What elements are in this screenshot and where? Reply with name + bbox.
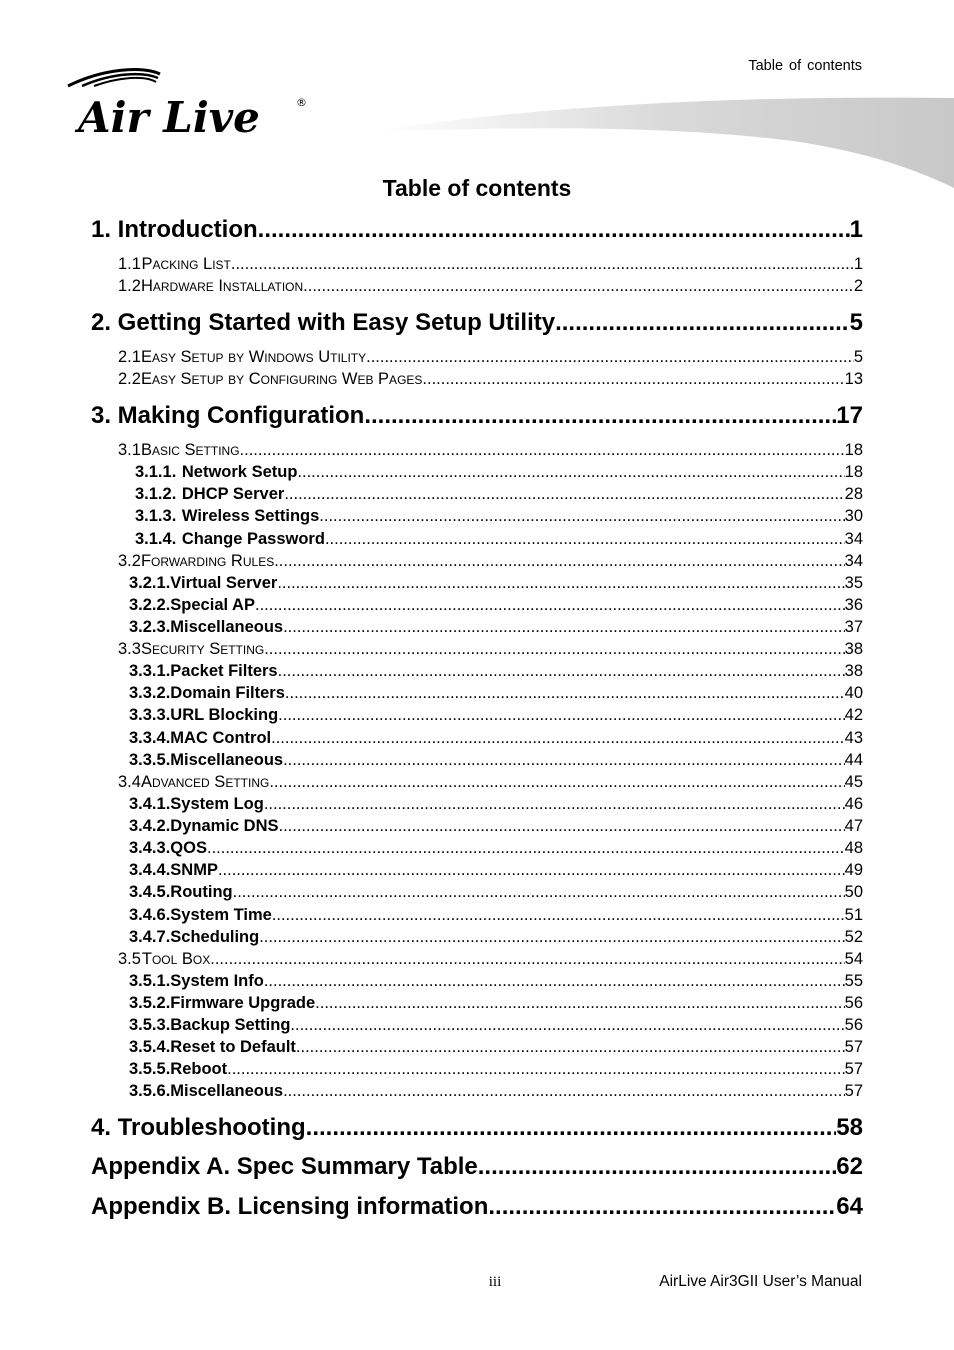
toc-entry-title: Appendix A. Spec Summary Table	[91, 1153, 478, 1180]
toc-page-number: 57	[844, 1060, 863, 1078]
svg-text:Air Live: Air Live	[78, 93, 260, 142]
toc-page-number: 58	[836, 1114, 863, 1141]
toc-entry[interactable]	[91, 463, 863, 485]
toc-section-number: 3.3	[118, 640, 141, 658]
toc-page-number: 34	[844, 530, 863, 548]
toc-entry[interactable]	[91, 441, 863, 463]
toc-section-number: 1.1	[118, 255, 141, 273]
toc-page-number: 51	[844, 906, 863, 924]
dot-leader	[277, 574, 844, 593]
dot-leader	[290, 1016, 844, 1035]
toc-page-number: 54	[844, 950, 863, 968]
toc-entry[interactable]	[91, 309, 863, 339]
toc-entry[interactable]	[91, 972, 863, 994]
svg-text:®: ®	[296, 96, 307, 109]
toc-section-number: 3.5	[118, 950, 141, 968]
toc-page-number: 56	[844, 994, 863, 1012]
toc-entry-title: Reboot	[170, 1060, 228, 1078]
toc-entry[interactable]	[91, 402, 863, 432]
toc-section-number: 3.5.6.	[129, 1082, 171, 1100]
toc-section-number: 3.2.3.	[129, 618, 171, 636]
dot-leader	[207, 839, 845, 858]
toc-section-number: 3.3.4.	[129, 729, 171, 747]
toc-entry[interactable]	[91, 1153, 863, 1183]
toc-section-number: 3.2.1.	[129, 574, 171, 592]
toc-section-number: 3.4.7.	[129, 928, 171, 946]
toc-page-number: 50	[844, 883, 863, 901]
toc-page-number: 62	[836, 1153, 863, 1180]
toc-section-number: 3.3.2.	[129, 684, 171, 702]
toc-section-number: 3.3.3.	[129, 706, 171, 724]
toc-page-number: 13	[844, 370, 863, 388]
dot-leader	[285, 684, 845, 703]
toc-page-number: 37	[844, 618, 863, 636]
toc-entry[interactable]	[91, 530, 863, 552]
toc-entry-title: Tool Box	[141, 950, 211, 968]
toc-page-number: 55	[844, 972, 863, 990]
toc-entry[interactable]	[91, 861, 863, 883]
toc-entry-title: Domain Filters	[170, 684, 285, 702]
toc-section-number: 3.5.2.	[129, 994, 171, 1012]
toc-page-number: 48	[844, 839, 863, 857]
toc-section-number: 3.4.1.	[129, 795, 171, 813]
toc-entry-title: Reset to Default	[170, 1038, 296, 1056]
dot-leader	[555, 309, 850, 337]
toc-entry[interactable]	[91, 950, 863, 972]
dot-leader	[325, 530, 845, 549]
dot-leader	[488, 1193, 836, 1221]
toc-entry[interactable]	[91, 1114, 863, 1144]
toc-page-number: 5	[853, 348, 863, 366]
dot-leader	[306, 1114, 837, 1142]
toc-entry-title: Packing List	[141, 255, 231, 273]
toc-section-number: 3.4.5.	[129, 883, 171, 901]
toc-entry[interactable]	[91, 684, 863, 706]
toc-entry-title: Virtual Server	[170, 574, 278, 592]
toc-entry-title: Packet Filters	[170, 662, 278, 680]
toc-page-number: 30	[844, 507, 863, 525]
dot-leader	[278, 706, 844, 725]
toc-entry-title: System Info	[170, 972, 264, 990]
toc-entry-title: Firmware Upgrade	[170, 994, 316, 1012]
toc-section-number: 3.2	[118, 552, 141, 570]
toc-section-number: 3.1.1.	[135, 463, 177, 481]
toc-page-number: 5	[849, 309, 863, 336]
toc-entry-title: 3. Making Configuration	[91, 402, 365, 429]
toc-entry-title: DHCP Server	[181, 485, 285, 503]
dot-leader	[279, 817, 845, 836]
toc-entry-title: Security Setting	[140, 640, 265, 658]
dot-leader	[255, 596, 845, 615]
airlive-logo	[64, 66, 314, 142]
footer-page-number: iii	[488, 1274, 502, 1290]
toc-section-number: 2.2	[118, 370, 141, 388]
dot-leader	[259, 928, 844, 947]
toc-section-number: 3.3.5.	[129, 751, 171, 769]
toc-section-number: 3.1.2.	[135, 485, 177, 503]
toc-page-number: 44	[844, 751, 863, 769]
toc-section-number: 1.2	[118, 277, 141, 295]
toc-entry[interactable]	[91, 552, 863, 574]
toc-entry-title: Easy Setup by Configuring Web Pages	[140, 370, 423, 388]
toc-entry[interactable]	[91, 928, 863, 950]
dot-leader	[303, 277, 854, 296]
toc-entry-title: Routing	[170, 883, 233, 901]
toc-page-number: 45	[844, 773, 863, 791]
dot-leader	[264, 972, 845, 991]
toc-page-number: 42	[844, 706, 863, 724]
toc-entry[interactable]	[91, 485, 863, 507]
toc-entry[interactable]	[91, 729, 863, 751]
dot-leader	[210, 950, 844, 969]
toc-entry[interactable]	[91, 216, 863, 246]
toc-entry-title: 4. Troubleshooting	[91, 1114, 306, 1141]
toc-entry[interactable]	[91, 640, 863, 662]
dot-leader	[315, 994, 844, 1013]
toc-page-number: 18	[844, 441, 863, 459]
toc-section-number: 3.4.6.	[129, 906, 171, 924]
dot-leader	[258, 216, 850, 244]
dot-leader	[283, 1082, 845, 1101]
dot-leader	[296, 1038, 845, 1057]
toc-page-number: 38	[844, 640, 863, 658]
toc-page-number: 52	[844, 928, 863, 946]
toc-entry[interactable]	[91, 1082, 863, 1104]
toc-entry-title: 1. Introduction	[91, 216, 258, 243]
toc-entry-title: Special AP	[170, 596, 255, 614]
toc-entry[interactable]	[91, 906, 863, 928]
toc-entry-title: Miscellaneous	[170, 618, 284, 636]
toc-entry[interactable]	[91, 1060, 863, 1082]
toc-page-number: 40	[844, 684, 863, 702]
dot-leader	[269, 773, 844, 792]
toc-section-number: 3.4.4.	[129, 861, 171, 879]
toc-entry[interactable]	[91, 662, 863, 684]
dot-leader	[271, 729, 845, 748]
toc-entry-title: Basic Setting	[140, 441, 240, 459]
dot-leader	[297, 463, 844, 482]
dot-leader	[274, 552, 844, 571]
toc-entry-title: Miscellaneous	[170, 751, 284, 769]
toc-page-number: 64	[836, 1193, 863, 1220]
toc-page-number: 35	[844, 574, 863, 592]
toc-entry-title: Miscellaneous	[170, 1082, 284, 1100]
toc-entry[interactable]	[91, 1193, 863, 1223]
dot-leader	[364, 402, 836, 430]
dot-leader	[218, 861, 845, 880]
toc-entry-title: SNMP	[170, 861, 218, 879]
toc-entry[interactable]	[91, 994, 863, 1016]
toc-section-number: 3.2.2.	[129, 596, 171, 614]
dot-leader	[240, 441, 845, 460]
toc-page-number: 2	[853, 277, 863, 295]
toc-entry-title: Forwarding Rules	[140, 552, 275, 570]
toc-entry-title: Advanced Setting	[140, 773, 270, 791]
toc-section-number: 3.5.3.	[129, 1016, 171, 1034]
toc-page-number: 43	[844, 729, 863, 747]
toc-entry[interactable]	[91, 883, 863, 905]
toc-entry[interactable]	[91, 574, 863, 596]
dot-leader	[278, 662, 845, 681]
toc-section-number: 3.1.3.	[135, 507, 177, 525]
toc-page-number: 1	[849, 216, 863, 243]
toc-entry-title: URL Blocking	[170, 706, 279, 724]
toc-section-number: 3.1.4.	[135, 530, 177, 548]
toc-entry-title: Dynamic DNS	[170, 817, 279, 835]
toc-entry[interactable]	[91, 1016, 863, 1038]
toc-section-number: 3.1	[118, 441, 141, 459]
toc-entry-title: Appendix B. Licensing information	[91, 1193, 489, 1220]
toc-entry[interactable]	[91, 773, 863, 795]
toc-section-number: 3.4.3.	[129, 839, 171, 857]
dot-leader	[283, 618, 845, 637]
footer-manual-name: AirLive Air3GII User’s Manual	[659, 1273, 862, 1290]
toc-page-number: 28	[844, 485, 863, 503]
dot-leader	[231, 255, 854, 274]
toc-entry-title: Wireless Settings	[181, 507, 320, 525]
toc-entry-title: System Time	[170, 906, 272, 924]
toc-entry-title: Change Password	[181, 530, 325, 548]
toc-page-number: 1	[853, 255, 863, 273]
toc-entry-title: System Log	[170, 795, 264, 813]
dot-leader	[284, 485, 844, 504]
toc-entry-title: Easy Setup by Windows Utility	[140, 348, 367, 366]
toc-page-number: 46	[844, 795, 863, 813]
running-header: Table of contents	[748, 58, 862, 74]
dot-leader	[283, 751, 845, 770]
toc-page-number: 56	[844, 1016, 863, 1034]
toc-page-number: 18	[844, 463, 863, 481]
dot-leader	[478, 1153, 837, 1181]
document-title: Table of contents	[382, 175, 572, 201]
toc-page-number: 49	[844, 861, 863, 879]
toc-section-number: 3.5.1.	[129, 972, 171, 990]
toc-section-number: 2.1	[118, 348, 141, 366]
toc-entry[interactable]	[91, 839, 863, 861]
toc-section-number: 3.4	[118, 773, 141, 791]
toc-entry[interactable]	[91, 795, 863, 817]
toc-entry[interactable]	[91, 618, 863, 640]
toc-page-number: 57	[844, 1038, 863, 1056]
toc-page-number: 57	[844, 1082, 863, 1100]
toc-entry-title: Backup Setting	[170, 1016, 291, 1034]
toc-entry[interactable]	[91, 751, 863, 773]
toc-entry-title: Scheduling	[170, 928, 260, 946]
toc-entry[interactable]	[91, 817, 863, 839]
dot-leader	[422, 370, 844, 389]
toc-entry[interactable]	[91, 370, 863, 392]
dot-leader	[233, 883, 845, 902]
toc-section-number: 3.3.1.	[129, 662, 171, 680]
toc-section-number: 3.5.4.	[129, 1038, 171, 1056]
toc-entry[interactable]	[91, 348, 863, 370]
toc-entry-title: Hardware Installation	[140, 277, 304, 295]
toc-section-number: 3.4.2.	[129, 817, 171, 835]
dot-leader	[264, 795, 845, 814]
toc-entry-title: 2. Getting Started with Easy Setup Utility	[91, 309, 556, 336]
dot-leader	[319, 507, 844, 526]
toc-page-number: 47	[844, 817, 863, 835]
dot-leader	[272, 906, 845, 925]
toc-page-number: 17	[836, 402, 863, 429]
toc-entry[interactable]	[91, 507, 863, 529]
toc-entry[interactable]	[91, 1038, 863, 1060]
toc-page-number: 34	[844, 552, 863, 570]
toc-entry-title: Network Setup	[181, 463, 298, 481]
toc-entry[interactable]	[91, 706, 863, 728]
toc-entry[interactable]	[91, 277, 863, 299]
toc-entry[interactable]	[91, 596, 863, 618]
toc-entry[interactable]	[91, 255, 863, 277]
dot-leader	[264, 640, 844, 659]
toc-page-number: 36	[844, 596, 863, 614]
toc-entry-title: QOS	[170, 839, 207, 857]
toc-section-number: 3.5.5.	[129, 1060, 171, 1078]
dot-leader	[227, 1060, 845, 1079]
dot-leader	[366, 348, 854, 367]
toc-page-number: 38	[844, 662, 863, 680]
toc-entry-title: MAC Control	[170, 729, 272, 747]
